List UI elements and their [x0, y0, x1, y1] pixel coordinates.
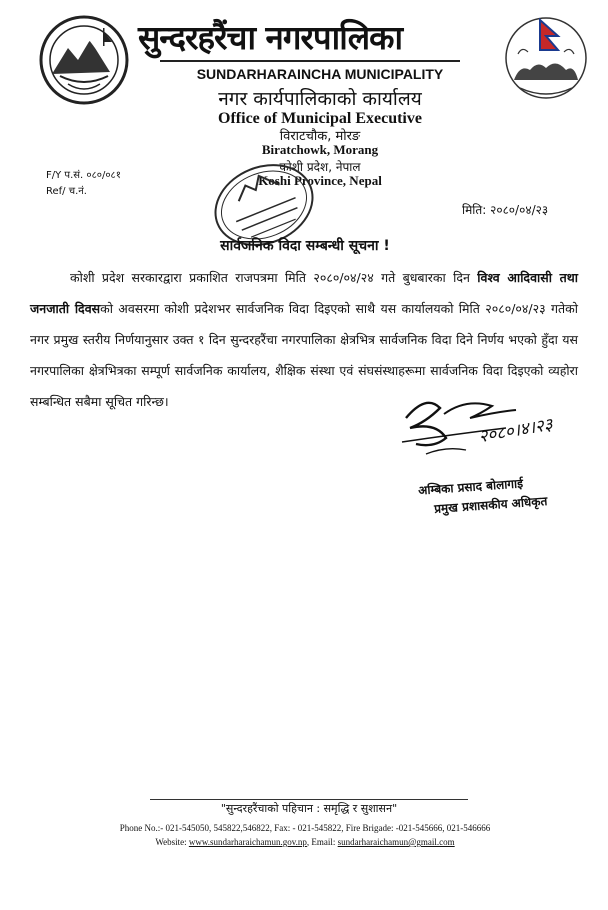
office-title-nepali: नगर कार्यपालिकाको कार्यालय — [218, 88, 422, 110]
signatory-post: प्रमुख प्रशासकीय अधिकृत — [433, 494, 548, 516]
email-label: , Email: — [306, 837, 338, 847]
municipality-title-nepali: सुन्दरहरैंचा नगरपालिका — [138, 18, 403, 57]
header-underline — [160, 60, 460, 62]
address-english: Biratchowk, Morang — [261, 142, 379, 157]
signature-date: २०८०।४।२३ — [477, 414, 555, 448]
letter-ref-number: Ref/ च.नं. — [46, 186, 87, 197]
footer-slogan: "सुन्दरहरैंचाको पहिचान : समृद्धि र सुशासन" — [220, 802, 398, 815]
notice-text-highlight: विश्व आदिवासी तथा जनजाती दिवस — [30, 270, 579, 316]
province-nepali: कोशी प्रदेश, नेपाल — [279, 160, 361, 174]
notice-text-part-a: कोशी प्रदेश सरकारद्वारा प्रकाशित राजपत्रमा मिति २०८०/०४/२४ गते बुधबारका दिन — [70, 270, 478, 285]
notice-text-part-b: को अवसरमा कोशी प्रदेशभर सार्वजनिक विदा दिइएको साथै यस कार्यालयको मिति २०८०/०४/२३ गतेको नगर प्रमुख स्तरीय निर्णयानुसार उक्त १ दिन सुन्दरहरैंचा नगरपालिका क्षेत्रभित्र सार्वजनिक विदा दिने निर्णय भएको हुँदा यस नगरपालिका क्षेत्रभित्रका सम्पूर्ण सार्वजनिक कार्यालय, शैक्षिक संस्था एवं संघसंस्थाहरूमा सार्वजनिक विदा दिइएको व्यहोरा सम्बन्धित सबैमा सूचित गरिन्छ। — [30, 301, 579, 409]
municipality-emblem-left — [38, 14, 130, 106]
footer-contact: Phone No.:- 021-545050, 545822,546822, Fax: - 021-545822, Fire Brigade: -021-545666, 021-546666 — [119, 823, 491, 833]
notice-subject: सार्वजनिक विदा सम्बन्धी सूचना ! — [220, 238, 390, 254]
footer-divider — [150, 799, 468, 800]
signatory-name: अम्बिका प्रसाद बोलागाई — [417, 476, 524, 498]
province-english: Koshi Province, Nepal — [258, 173, 382, 188]
website-link[interactable]: www.sundarharaichamun.gov.np — [188, 837, 307, 847]
office-title-english: Office of Municipal Executive — [218, 110, 422, 127]
fiscal-year-ref: F/Y प.सं. ०८०/०८१ — [46, 170, 121, 181]
notice-date: मिति: २०८०/०४/२३ — [462, 203, 549, 217]
footer-web — [60, 837, 550, 847]
nepal-emblem-right — [500, 10, 592, 102]
email-link[interactable]: sundarharaichamun@gmail.com — [337, 837, 455, 847]
municipality-title-english: SUNDARHARAINCHA MUNICIPALITY — [196, 66, 444, 82]
address-nepali: विराटचौक, मोरङ — [279, 129, 361, 144]
website-label: Website: — [155, 837, 189, 847]
